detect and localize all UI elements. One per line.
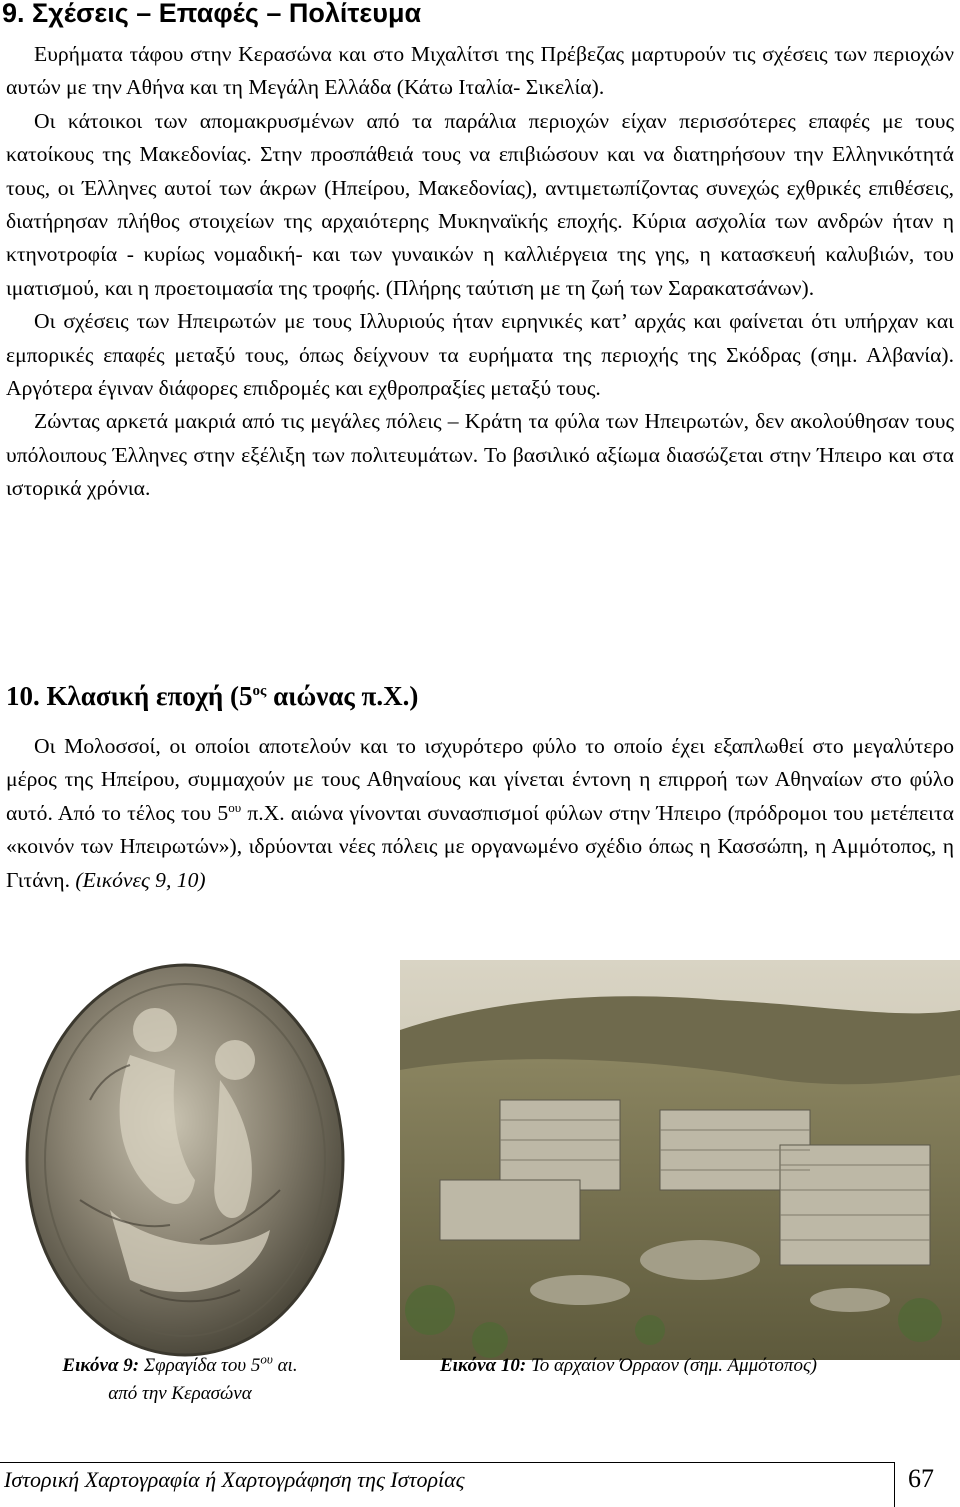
footer-divider: [894, 1462, 895, 1507]
figure-10-caption: [400, 1352, 960, 1380]
paragraph: [6, 730, 954, 897]
heading-superscript: ος: [252, 683, 267, 699]
caption-text-end: αι.: [272, 1355, 298, 1376]
caption-label: Εικόνα 10:: [440, 1355, 527, 1376]
section-9-body: [6, 38, 954, 506]
figure-9-caption: [20, 1352, 340, 1408]
footer-title: Ιστορική Χαρτογραφία ή Χαρτογράφηση της Ιστορίας: [4, 1467, 465, 1492]
footer-rule: [0, 1462, 894, 1463]
caption-line-2: από την Κερασώνα: [108, 1383, 252, 1404]
paragraph-text-cont: π.Χ. αιώνα γίνονται συνασπισμοί φύλων στην Ήπειρο (πρόδρομοι του μετέπειτα «κοινόν των Ηπειρωτών»), ιδρύονται νέες πόλεις με οργανωμένο σχέδιο όπως η Κασσώπη, η Αμμότοπος, η Γιτάνη.: [6, 800, 954, 892]
paragraph: Οι σχέσεις των Ηπειρωτών με τους Ιλλυριούς ήταν ειρηνικές κατ’ αρχάς και φαίνεται ότι υπήρχαν και εμπορικές επαφές μεταξύ τους, όπως δείχνουν τα ευρήματα της περιοχής της Σκόδρας (σημ. Αλβανία). Αργότερα έγιναν διάφορες επιδρομές και εχθροπραξίες μεταξύ τους.: [6, 309, 954, 401]
paragraph: Ζώντας αρκετά μακριά από τις μεγάλες πόλεις – Κράτη τα φύλα των Ηπειρωτών, δεν ακολούθησαν τους υπόλοιπους Έλληνες στην εξέλιξη των πολιτευμάτων. Το βασιλικό αξίωμα διασώζεται στην Ήπειρο και στα ιστορικά χρόνια.: [6, 409, 954, 501]
section-10-heading: [6, 681, 418, 712]
paragraph-text: Οι Μολοσσοί, οι οποίοι αποτελούν και το ισχυρότερο φύλο το οποίο έχει εξαπλωθεί στο μεγαλύτερο μέρος της Ηπείρου, συμμαχούν με τους Αθηναίους και γίνεται έντονη η επιρροή των Αθηναίων στο φύλο αυτό. Από το τέλος του 5: [6, 734, 954, 825]
caption-text: Το αρχαίον Όρραον (σημ. Αμμότοπος): [526, 1355, 817, 1376]
section-10-body: [6, 730, 954, 897]
figure-10-orraon-photo: [400, 960, 960, 1360]
heading-text-end: αιώνας π.Χ.): [266, 681, 419, 711]
superscript: ου: [228, 799, 242, 815]
figure-reference: (Εικόνες 9, 10): [75, 867, 206, 892]
paragraph: Οι κάτοικοι των απομακρυσμένων από τα παράλια περιοχών είχαν περισσότερες επαφές με τους κατοίκους της Μακεδονίας. Στην προσπάθειά τους να επιβιώσουν και να διατηρήσουν την Ελληνικότητά τους, οι Έλληνες αυτοί των άκρων (Ηπείρου, Μακεδονίας), αντιμετωπίζοντας συνεχώς εχθρικές επιθέσεις, διατήρησαν πλήθος στοιχείων της αρχαιότερης Μυκηναϊκής εποχής. Κύρια ασχολία των ανδρών ήταν η κτηνοτροφία - κυρίως νομαδική- και των γυναικών η καλλιέργεια της γης, η κατασκευή καλυβιών, του ιματισμού, και η προετοιμασία της τροφής. (Πλήρης ταύτιση με τη ζωή των Σαρακατσάνων).: [6, 108, 954, 300]
figure-9-seal-image: [20, 960, 350, 1360]
heading-text: 10. Κλασική εποχή (5: [6, 681, 253, 711]
paragraph: Ευρήματα τάφου στην Κερασώνα και στο Μιχαλίτσι της Πρέβεζας μαρτυρούν τις σχέσεις των περιοχών αυτών με την Αθήνα και τη Μεγάλη Ελλάδα (Κάτω Ιταλία- Σικελία).: [6, 42, 954, 100]
section-9-heading: 9. Σχέσεις – Επαφές – Πολίτευμα: [2, 0, 422, 28]
caption-label: Εικόνα 9:: [62, 1355, 140, 1376]
page-number: 67: [908, 1464, 934, 1493]
caption-text: Σφραγίδα του 5: [139, 1355, 261, 1376]
caption-superscript: ου: [260, 1351, 273, 1367]
